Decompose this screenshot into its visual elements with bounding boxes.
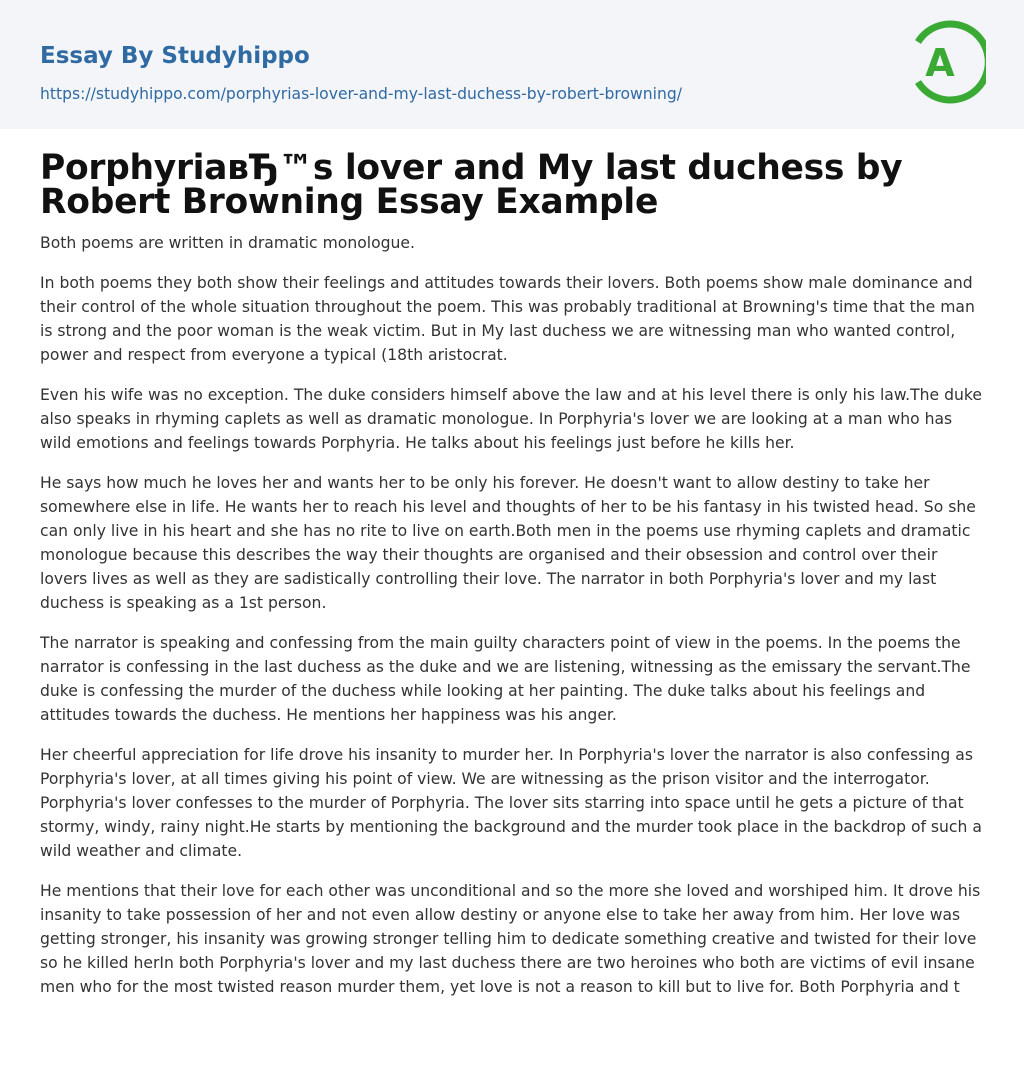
essay-paragraph: Both poems are written in dramatic monologue.	[40, 234, 415, 252]
studyhippo-logo-icon[interactable]	[912, 19, 986, 105]
essay-body	[40, 231, 984, 999]
essay-paragraph: In both poems they both show their feelings and attitudes towards their lovers. Both poems show male dominance and their control of the whole situation throughout the poem. This was probably traditional at Browning's time that the man is strong and the poor woman is the weak victim. But in My last duchess we are witnessing man who wanted control, power and respect from everyone a typical (18th aristocrat.	[40, 274, 975, 364]
essay-paragraph: Her cheerful appreciation for life drove his insanity to murder her. In Porphyria's lover the narrator is also confessing as Porphyria's lover, at all times giving his point of view. We are witnessing as the prison visitor and the interrogator. Porphyria's lover confesses to the murder of Porphyria. The lover sits starring into space until he gets a picture of that stormy, windy, rainy night.He starts by mentioning the background and the murder took place in the backdrop of such a wild weather and climate.	[40, 746, 982, 860]
logo-svg	[912, 19, 986, 105]
essay-paragraph: He says how much he loves her and wants her to be only his forever. He doesn't want to allow destiny to take her somewhere else in life. He wants her to reach his level and thoughts of her to be his fantasy in his twisted head. So she can only live in his heart and she has no rite to live on earth.Both men in the poems use rhyming caplets and dramatic monologue because this describes the way their thoughts are organised and their obsession and control over their lovers lives as well as they are sadistically controlling their love. The narrator in both Porphyria's lover and my last duchess is speaking as a 1st person.	[40, 474, 976, 612]
essay-content	[0, 148, 1024, 999]
essay-paragraph: The narrator is speaking and confessing from the main guilty characters point of view in the poems. In the poems the narrator is confessing in the last duchess as the duke and we are listening, witnessing as the emissary the servant.The duke is confessing the murder of the duchess while looking at her painting. The duke talks about his feelings and attitudes towards the duchess. He mentions her happiness was his anger.	[40, 634, 971, 724]
essay-title: PorphyriaвЂ™s lover and My last duchess by Robert Browning Essay Example	[40, 148, 903, 222]
site-header	[0, 0, 1024, 129]
source-url-link[interactable]: https://studyhippo.com/porphyrias-lover-and-my-last-duchess-by-robert-browning/	[40, 85, 683, 103]
essay-paragraph: He mentions that their love for each other was unconditional and so the more she loved and worshiped him. It drove his insanity to take possession of her and not even allow destiny or anyone else to take her away from him. Her love was getting stronger, his insanity was growing stronger telling him to dedicate something creative and twisted for their love so he killed herIn both Porphyria's lover and my last duchess there are two heroines who both are victims of evil insane men who for the most twisted reason murder them, yet love is not a reason to kill but to live for. Both Porphyria and t	[40, 882, 981, 996]
site-title[interactable]: Essay By Studyhippo	[40, 43, 310, 69]
logo-letter: A	[925, 41, 955, 85]
essay-paragraph: Even his wife was no exception. The duke considers himself above the law and at his level there is only his law.The duke also speaks in rhyming caplets as well as dramatic monologue. In Porphyria's lover we are looking at a man who has wild emotions and feelings towards Porphyria. He talks about his feelings just before he kills her.	[40, 386, 982, 452]
